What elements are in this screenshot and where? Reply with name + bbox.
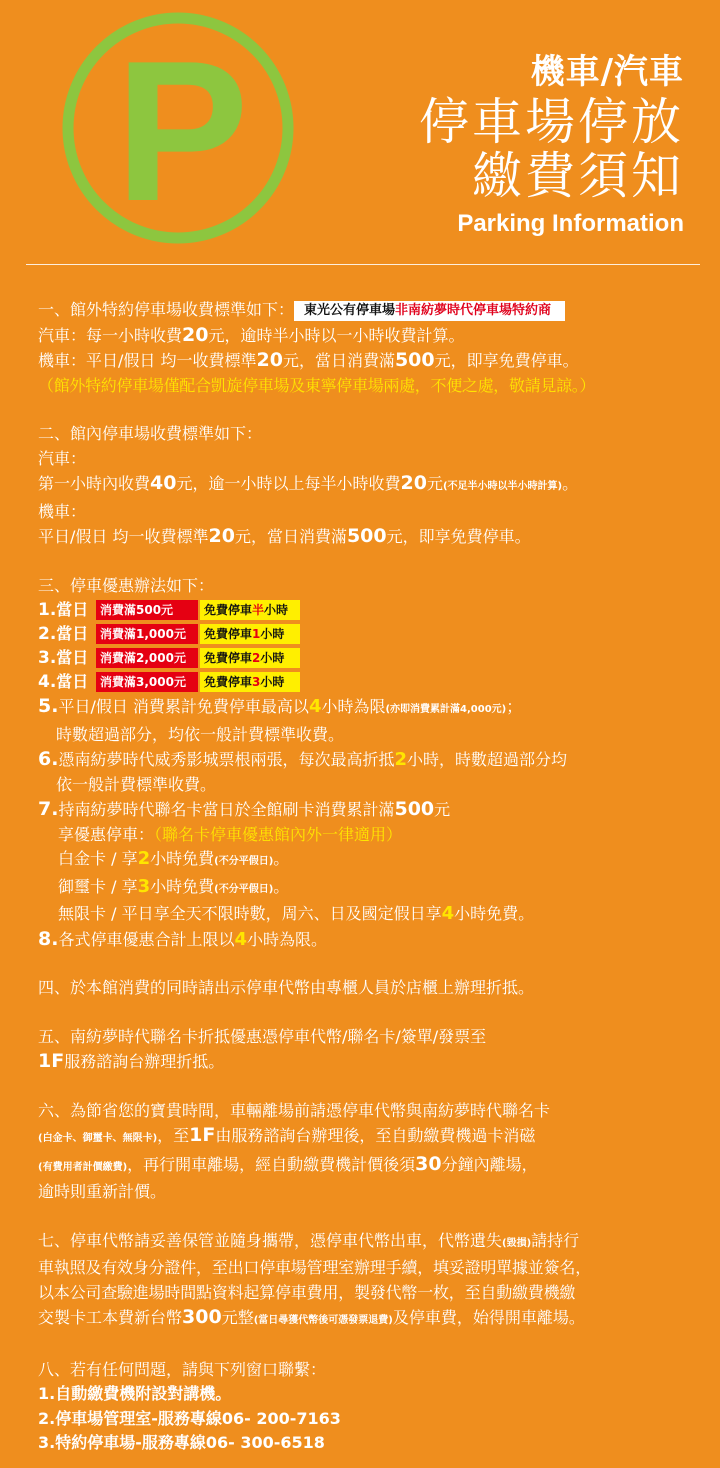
section-5-line-2: 1F服務諮詢台辦理折抵。 <box>38 1050 225 1072</box>
section-7-line-4: 交製卡工本費新台幣300元整(當日尋獲代幣後可憑發票退費)及停車費，始得開車離場。 <box>38 1306 585 1328</box>
s2-moto-rate: 平日/假日 均一收費標準20元，當日消費滿500元，即享免費停車。 <box>38 525 531 547</box>
contact-item: 1.自動繳費機附設對講機。 <box>38 1384 232 1403</box>
section-8-heading: 八、若有任何問題，請與下列窗口聯繫： <box>38 1359 327 1379</box>
s3-item-7-infinite: 無限卡 / 平日享全天不限時數，周六、日及國定假日享4小時免費。 <box>58 903 535 924</box>
s1-car-rate: 汽車：每一小時收費20元，逾時半小時以一小時收費計算。 <box>38 323 465 346</box>
discount-tier: 2.當日 消費滿1,000元 免費停車1小時 <box>38 622 708 646</box>
s3-item-8: 8.各式停車優惠合計上限以4小時為限。 <box>38 927 328 950</box>
s1-note: （館外特約停車場僅配合凱旋停車場及東寧停車場兩處，不便之處，敬請見諒。） <box>38 375 596 395</box>
special-lot-box: 東光公有停車場非南紡夢時代停車場特約商 <box>294 301 565 321</box>
section-7-line-1: 七、停車代幣請妥善保管並隨身攜帶，憑停車代幣出車，代幣遺失(毀損)請持行 <box>38 1230 580 1250</box>
title-big-line-2: 繳費須知 <box>472 147 684 205</box>
contact-item: 2.停車場管理室-服務專線06- 200-7163 <box>38 1408 341 1428</box>
section-7-line-2: 車執照及有效身分證件，至出口停車場管理室辦理手續，填妥證明單據並簽名， <box>38 1258 592 1277</box>
s1-moto-rate: 機車：平日/假日 均一收費標準20元，當日消費滿500元，即享免費停車。 <box>38 349 579 371</box>
s3-item-5: 5.平日/假日 消費累計免費停車最高以4小時為限(亦即消費累計滿4,000元)； <box>38 695 523 717</box>
tier-free-badge: 免費停車2小時 <box>200 648 300 668</box>
tier-spend-badge: 消費滿1,000元 <box>96 624 198 644</box>
s3-item-7-platinum: 白金卡 / 享2小時免費(不分平假日)。 <box>58 848 290 869</box>
tier-spend-badge: 消費滿3,000元 <box>96 672 198 692</box>
section-4-text: 四、於本館消費的同時請出示停車代幣由專櫃人員於店櫃上辦理折抵。 <box>38 978 535 997</box>
s2-moto-label: 機車： <box>38 501 87 521</box>
title-small: 機車/汽車 <box>530 52 684 92</box>
discount-tier: 3.當日 消費滿2,000元 免費停車2小時 <box>38 646 708 670</box>
discount-tier: 1.當日 消費滿500元 免費停車半小時 <box>38 598 708 622</box>
section-1-heading: 一、館外特約停車場收費標準如下： 東光公有停車場非南紡夢時代停車場特約商 <box>38 298 708 323</box>
section-6-line-3: (有費用者計價繳費)，再行開車離場，經自動繳費機計價後須30分鐘內離場， <box>38 1152 538 1175</box>
header-divider <box>26 264 700 265</box>
s2-car-rate: 第一小時內收費40元，逾一小時以上每半小時收費20元(不足半小時以半小時計算)。 <box>38 472 579 494</box>
logo-letter: P <box>115 20 249 243</box>
section-6-line-4: 逾時則重新計價。 <box>38 1182 167 1201</box>
s3-item-5-cont: 時數超過部分，均依一般計費標準收費。 <box>56 724 345 744</box>
section-6-line-2: (白金卡、御璽卡、無限卡)，至1F由服務諮詢台辦理後，至自動繳費機過卡消磁 <box>38 1124 536 1146</box>
s3-item-6-cont: 依一般計費標準收費。 <box>56 774 217 794</box>
contact-item: 3.特約停車場-服務專線06- 300-6518 <box>38 1433 325 1452</box>
tier-free-badge: 免費停車半小時 <box>200 600 300 620</box>
title-english: Parking Information <box>457 210 684 237</box>
discount-tier: 4.當日 消費滿3,000元 免費停車3小時 <box>38 670 708 694</box>
section-6-line-1: 六、為節省您的寶貴時間，車輛離場前請憑停車代幣與南紡夢時代聯名卡 <box>38 1100 551 1120</box>
tier-free-badge: 免費停車1小時 <box>200 624 300 644</box>
s3-item-6: 6.憑南紡夢時代威秀影城票根兩張，每次最高折抵2小時，時數超過部分均 <box>38 748 568 770</box>
parking-p-icon <box>58 8 298 248</box>
section-3-heading: 三、停車優惠辦法如下： <box>38 575 215 595</box>
s2-car-label: 汽車： <box>38 448 87 468</box>
s3-item-7-signature: 御璽卡 / 享3小時免費(不分平假日)。 <box>58 875 290 897</box>
title-big-line-1: 停車場停放 <box>419 93 684 151</box>
section-5-line-1: 五、南紡夢時代聯名卡折抵優惠憑停車代幣/聯名卡/簽單/發票至 <box>38 1026 487 1046</box>
s3-item-7-offer: 享優惠停車：（聯名卡停車優惠館內外一律適用） <box>58 824 403 844</box>
section-2-heading: 二、館內停車場收費標準如下： <box>38 424 263 443</box>
tier-spend-badge: 消費滿2,000元 <box>96 648 198 668</box>
tier-free-badge: 免費停車3小時 <box>200 672 300 692</box>
notice-content <box>38 298 708 1456</box>
s3-item-7: 7.持南紡夢時代聯名卡當日於全館刷卡消費累計滿500元 <box>38 798 451 820</box>
tier-spend-badge: 消費滿500元 <box>96 600 198 620</box>
section-7-line-3: 以本公司查驗進場時間點資料起算停車費用，製發代幣一枚，至自動繳費機繳 <box>38 1282 576 1302</box>
